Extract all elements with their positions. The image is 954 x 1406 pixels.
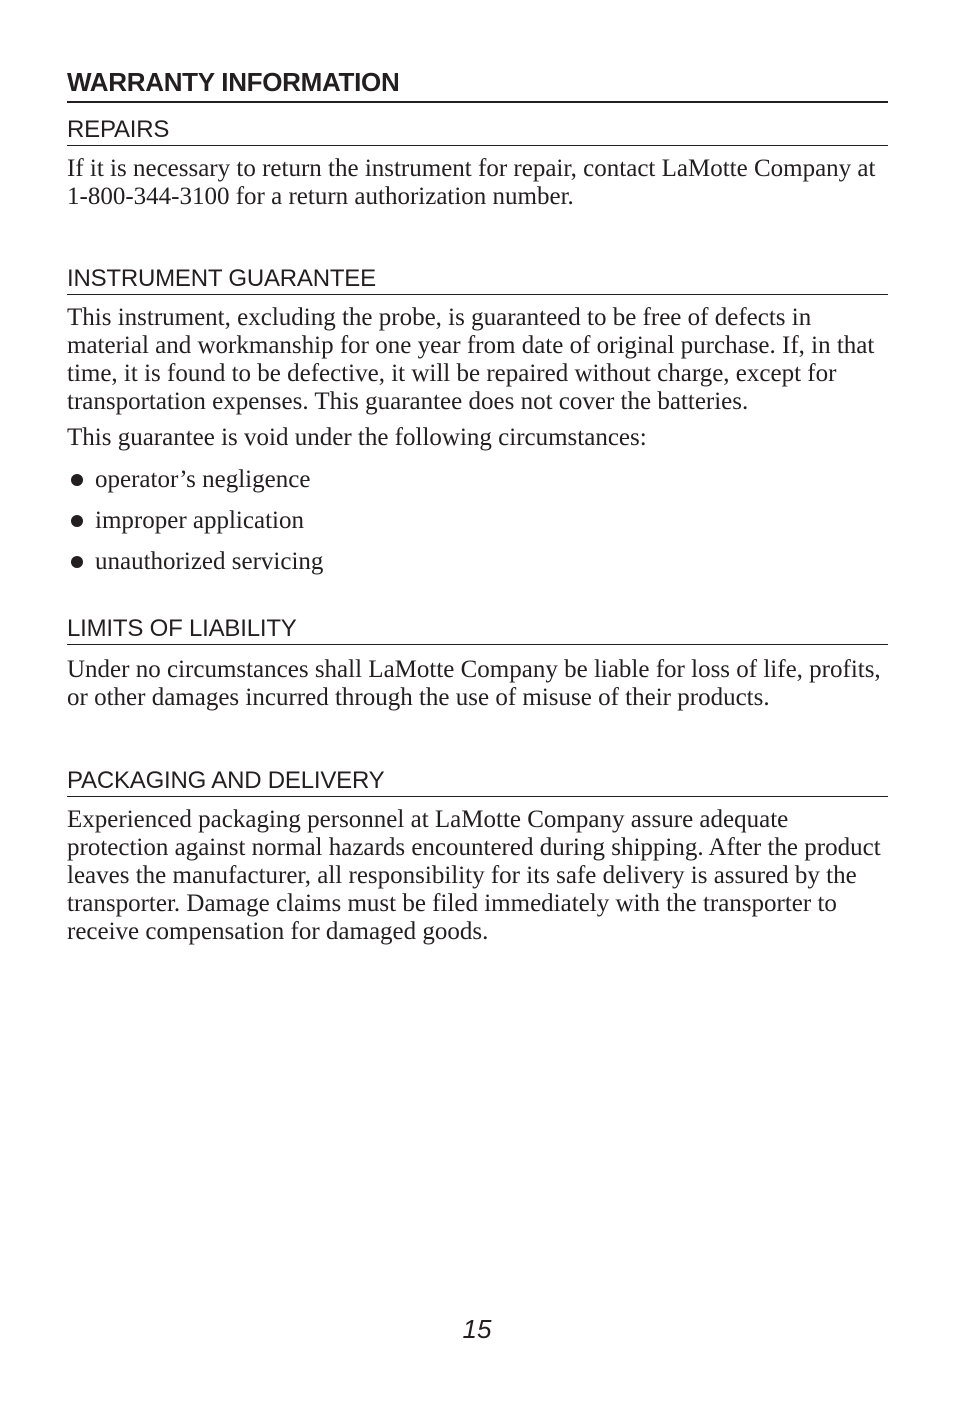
warranty-page (67, 64, 888, 946)
list-item (67, 507, 888, 535)
repairs-paragraph: If it is necessary to return the instrument for repair, contact LaMotte Company at 1-800-344-3100 for a return authorization number. (67, 155, 876, 210)
guarantee-heading: INSTRUMENT GUARANTEE (67, 264, 888, 295)
guarantee-section (67, 264, 888, 576)
packaging-section (67, 766, 888, 946)
void-circumstances-list (67, 466, 888, 576)
repairs-section (67, 115, 888, 211)
guarantee-paragraph: This instrument, excluding the probe, is guaranteed to be free of defects in material and workmanship for one year from date of original purchase. If, in that time, it is found to be defective, it will be repaired without charge, except for transportation expenses. This guarantee does not cover the batteries. (67, 304, 875, 415)
list-item (67, 548, 888, 576)
repairs-heading: REPAIRS (67, 115, 888, 146)
liability-section (67, 614, 888, 712)
packaging-heading: PACKAGING AND DELIVERY (67, 766, 888, 797)
list-item-text: improper application (95, 507, 304, 534)
bullet-icon (71, 556, 83, 568)
liability-heading: LIMITS OF LIABILITY (67, 614, 888, 645)
guarantee-void-intro: This guarantee is void under the following circumstances: (67, 424, 647, 451)
list-item-text: operator’s negligence (95, 466, 311, 493)
packaging-paragraph: Experienced packaging personnel at LaMotte Company assure adequate protection against normal hazards encountered during shipping. After the product leaves the manufacturer, all responsibility for its safe delivery is assured by the transporter. Damage claims must be filed immediately with the transporter to receive compensation for damaged goods. (67, 806, 881, 945)
bullet-icon (71, 474, 83, 486)
page-title: WARRANTY INFORMATION (67, 64, 888, 103)
list-item (67, 466, 888, 494)
liability-paragraph: Under no circumstances shall LaMotte Company be liable for loss of life, profits, or other damages incurred through the use of misuse of their products. (67, 656, 881, 711)
list-item-text: unauthorized servicing (95, 548, 324, 575)
bullet-icon (71, 515, 83, 527)
page-number: 15 (462, 1314, 492, 1344)
